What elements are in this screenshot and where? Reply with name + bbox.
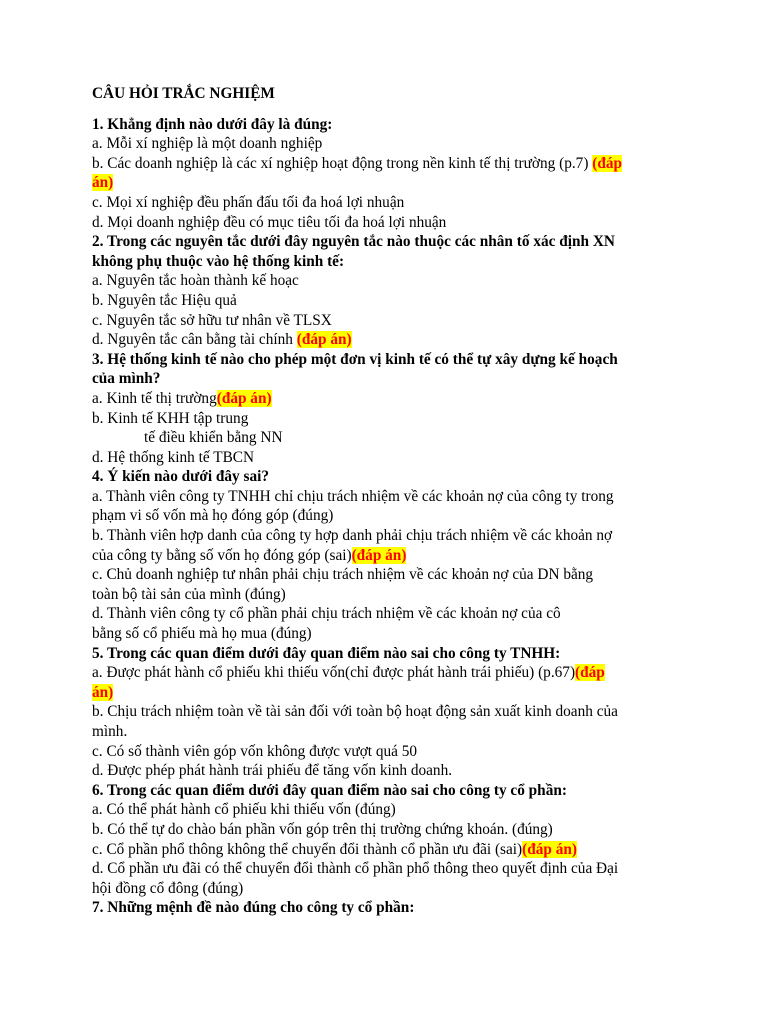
q6-option-d-line-2: hội đồng cổ đông (đúng) (92, 879, 244, 897)
q5-option-a-cont (92, 683, 692, 703)
q6-option-d-line-1: d. Cổ phần ưu đãi có thể chuyển đổi thành cổ phần phổ thông theo quyết định của Đại (92, 860, 619, 878)
answer-badge: (đáp (575, 664, 605, 682)
question-4: 4. Ý kiến nào dưới đây sai? (92, 468, 270, 486)
q5-option-b-line-1: b. Chịu trách nhiệm toàn về tài sản đối với toàn bộ hoạt động sản xuất kinh doanh của (92, 703, 618, 721)
answer-badge-cont: án) (92, 174, 114, 192)
question-2-line-2: không phụ thuộc vào hệ thống kinh tế: (92, 252, 345, 270)
answer-badge: (đáp (592, 154, 623, 172)
q3-option-d: d. Hệ thống kinh tế TBCN (92, 448, 255, 466)
q5-option-a (92, 663, 692, 683)
q4-option-b-line-2 (92, 546, 692, 566)
q4-option-d-line-2: bằng số cổ phiếu mà họ mua (đúng) (92, 625, 312, 643)
question-3-line-1: 3. Hệ thống kinh tế nào cho phép một đơn vị kinh tế có thể tự xây dựng kế hoạch (92, 350, 618, 368)
question-2-line-1: 2. Trong các nguyên tắc dưới đây nguyên tắc nào thuộc các nhân tố xác định XN (92, 233, 615, 251)
q4-option-a-line-2: phạm vi số vốn mà họ đóng góp (đúng) (92, 507, 334, 525)
q6-option-c-text: c. Cổ phần phổ thông không thể chuyển đổi thành cổ phần ưu đãi (sai) (92, 840, 523, 858)
answer-badge: (đáp án) (351, 546, 407, 564)
q4-option-b-text: của công ty bằng số vốn họ đóng góp (sai) (92, 546, 352, 564)
q2-option-b: b. Nguyên tắc Hiệu quả (92, 291, 237, 309)
q4-option-c-line-1: c. Chủ doanh nghiệp tư nhân phải chịu trách nhiệm về các khoản nợ của DN bằng (92, 566, 594, 584)
q1-option-a: a. Mỗi xí nghiệp là một doanh nghiệp (92, 135, 323, 153)
q2-option-d-text: d. Nguyên tắc cân bằng tài chính (92, 331, 297, 349)
document-content (92, 84, 692, 918)
q3-option-a-text: a. Kinh tế thị trường (92, 389, 217, 407)
q6-option-c (92, 840, 692, 860)
q1-option-b-cont (92, 173, 692, 193)
q5-option-b-line-2: mình. (92, 723, 128, 740)
q4-option-a-line-1: a. Thành viên công ty TNHH chỉ chịu trách nhiệm về các khoản nợ của công ty trong (92, 487, 614, 505)
q4-option-c-line-2: toàn bộ tài sản của mình (đúng) (92, 585, 286, 603)
question-7: 7. Những mệnh đề nào đúng cho công ty cổ phần: (92, 899, 415, 917)
q1-option-b (92, 154, 692, 174)
q5-option-a-text: a. Được phát hành cổ phiếu khi thiếu vốn(chỉ được phát hành trái phiếu) (p.67) (92, 664, 576, 682)
answer-badge: (đáp án) (522, 840, 577, 858)
question-6: 6. Trong các quan điểm dưới đây quan điểm nào sai cho công ty cổ phần: (92, 781, 567, 799)
answer-badge: (đáp án) (296, 331, 352, 349)
q4-option-d-line-1: d. Thành viên công ty cổ phần phải chịu trách nhiệm về các khoản nợ của cô (92, 605, 561, 623)
answer-badge-cont: án) (92, 683, 114, 701)
q1-option-c: c. Mọi xí nghiệp đều phấn đấu tối đa hoá lợi nhuận (92, 193, 405, 211)
q4-option-b-line-1: b. Thành viên hợp danh của công ty hợp danh phải chịu trách nhiệm về các khoản nợ (92, 527, 613, 545)
q1-option-b-text: b. Các doanh nghiệp là các xí nghiệp hoạt động trong nền kinh tế thị trường (p.7) (92, 154, 593, 172)
q2-option-a: a. Nguyên tắc hoàn thành kế hoạc (92, 272, 299, 290)
answer-badge: (đáp án) (216, 389, 272, 407)
q3-option-b: b. Kinh tế KHH tập trung (92, 409, 249, 427)
q2-option-c: c. Nguyên tắc sở hữu tư nhân về TLSX (92, 311, 332, 329)
q2-option-d (92, 330, 692, 350)
q6-option-b: b. Có thể tự do chào bán phần vốn góp trên thị trường chứng khoán. (đúng) (92, 820, 553, 838)
q5-option-d: d. Được phép phát hành trái phiếu để tăng vốn kinh doanh. (92, 762, 453, 780)
q3-option-a (92, 389, 692, 409)
q6-option-a: a. Có thể phát hành cổ phiếu khi thiếu vốn (đúng) (92, 801, 396, 819)
q5-option-c: c. Có số thành viên góp vốn không được vượt quá 50 (92, 742, 418, 760)
question-5: 5. Trong các quan điểm dưới đây quan điểm nào sai cho công ty TNHH: (92, 644, 561, 662)
question-1: 1. Khẳng định nào dưới đây là đúng: (92, 115, 333, 133)
page-title: CÂU HỎI TRẮC NGHIỆM (92, 85, 275, 102)
q1-option-d: d. Mọi doanh nghiệp đều có mục tiêu tối đa hoá lợi nhuận (92, 213, 447, 231)
q3-option-c: tế điều khiển bằng NN (144, 429, 283, 447)
question-3-line-2: của mình? (92, 370, 161, 388)
